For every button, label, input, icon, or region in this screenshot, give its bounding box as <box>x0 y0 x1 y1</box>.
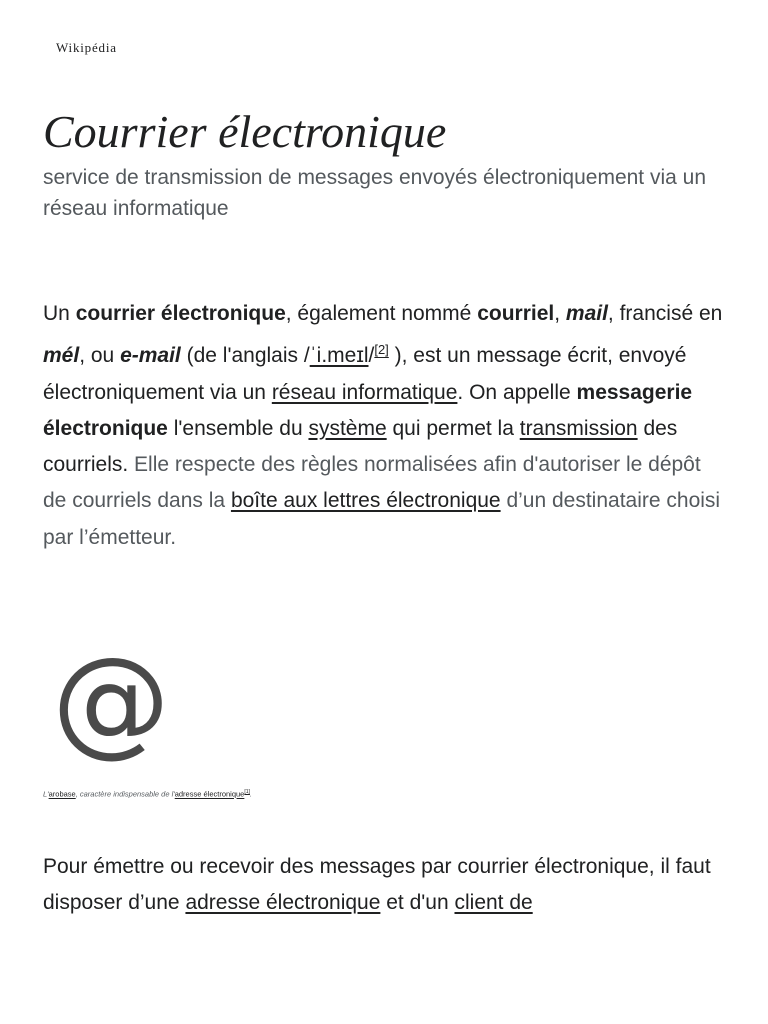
link-arobase[interactable]: arobase <box>48 789 76 799</box>
page-subtitle: service de transmission de messages envoyés électroniquement via un réseau informatique <box>43 166 707 220</box>
intro-text: Un <box>43 302 76 325</box>
intro-text: , également nommé <box>285 302 478 325</box>
intro-text: des courriels. <box>43 416 678 477</box>
figure-caption <box>43 789 252 799</box>
paragraph-text: et d'un <box>380 891 455 915</box>
intro-text: l'ensemble du <box>167 416 309 440</box>
intro-text-faded: d’un destinataire choisi par l’émetteur. <box>43 489 721 549</box>
intro-text: / <box>368 344 375 368</box>
intro-text-faded: Elle respecte des règles normalisées afin d'autoriser le dépôt de courriels dans la <box>43 453 701 513</box>
intro-text: , <box>554 302 566 325</box>
caption-text: . <box>249 789 253 799</box>
page-title: Courrier électronique <box>43 106 447 157</box>
intro-text: . On appelle <box>457 380 577 404</box>
bold-italic-term-mail: mail <box>565 302 608 325</box>
second-paragraph <box>43 849 729 922</box>
bold-italic-term-mel: mél <box>43 344 80 368</box>
wikipedia-wordmark[interactable]: Wikipédia <box>56 40 117 55</box>
intro-text: , ou <box>79 344 121 368</box>
caption-text: , caractère indispensable de l' <box>75 789 175 799</box>
intro-text: (de l'anglais / <box>180 344 310 368</box>
ipa-pronunciation-link[interactable]: ˈi.meɪl <box>309 344 369 368</box>
link-adresse-electronique[interactable]: adresse électronique <box>185 891 381 915</box>
intro-text: qui permet la <box>386 416 520 440</box>
link-systeme[interactable]: système <box>308 416 387 440</box>
bold-term-courriel: courriel <box>477 302 555 325</box>
link-client-de-messagerie[interactable]: client de <box>454 891 533 915</box>
reference-link-2[interactable]: [2] <box>374 342 389 358</box>
paragraph-text: Pour émettre ou recevoir des messages par courrier électronique, il faut disposer d’une <box>43 855 711 915</box>
intro-paragraph <box>43 296 729 556</box>
at-sign-image[interactable]: @ <box>52 631 170 769</box>
link-reseau-informatique[interactable]: réseau informatique <box>271 380 458 404</box>
caption-text: L' <box>43 789 49 799</box>
link-boite-aux-lettres-electronique[interactable]: boîte aux lettres électronique <box>230 489 501 513</box>
bold-term-courrier-electronique: courrier électronique <box>75 302 286 325</box>
bold-term-messagerie-electronique: messagerie électronique <box>43 380 693 440</box>
intro-text: ), est un message écrit, envoyé électroniquement via un <box>43 344 687 404</box>
link-transmission[interactable]: transmission <box>519 416 638 440</box>
bold-italic-term-e-mail: e-mail <box>120 344 181 368</box>
link-adresse-electronique-caption[interactable]: adresse électronique <box>174 789 245 799</box>
reference-link-1[interactable]: [1] <box>244 789 250 795</box>
intro-text: , francisé en <box>607 302 723 325</box>
